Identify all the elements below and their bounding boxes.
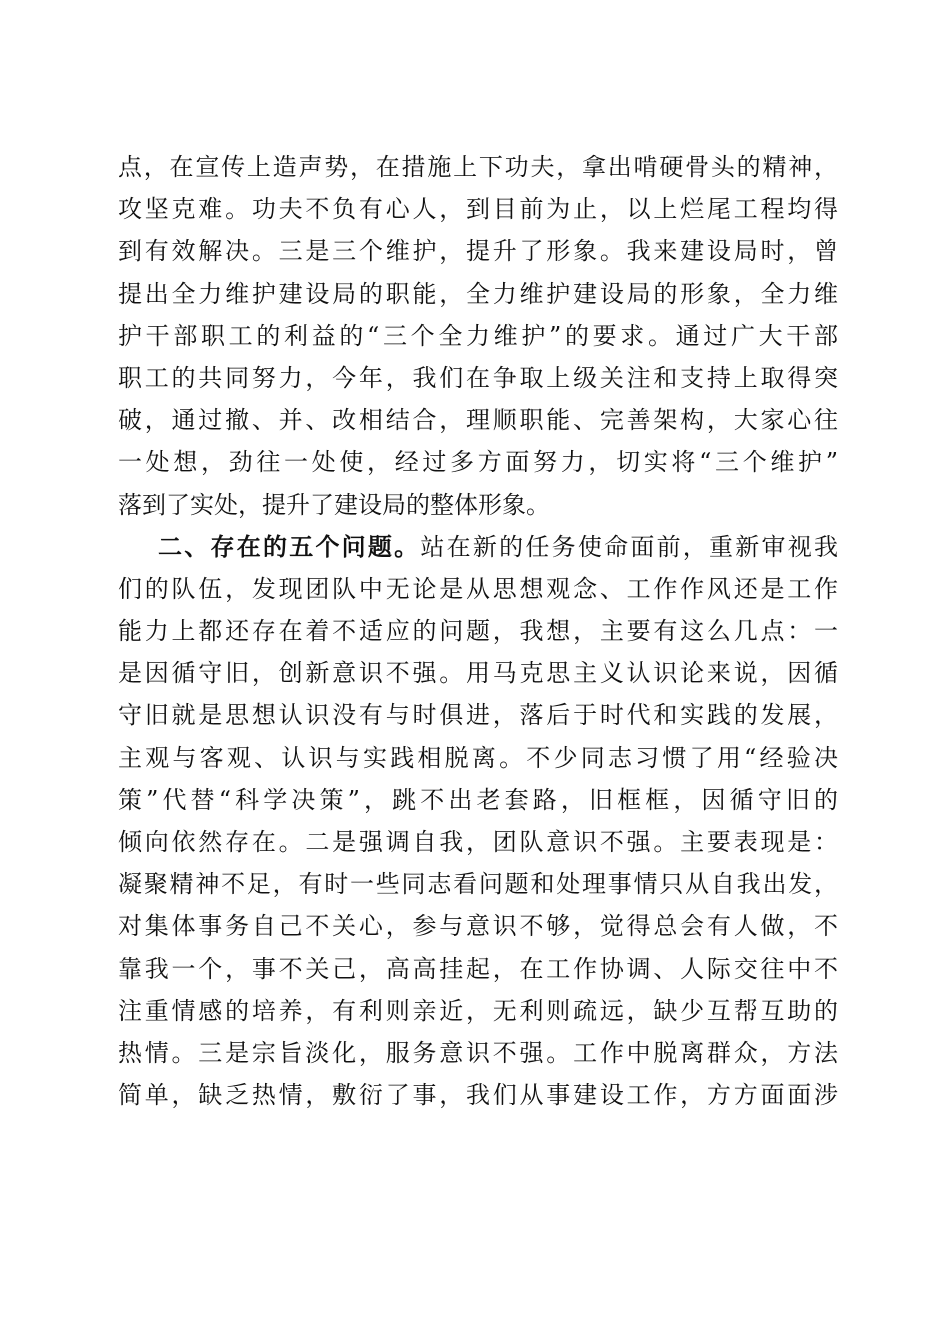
text-line: 守旧就是思想认识没有与时俱进，落后于时代和实践的发展， [118,701,838,730]
text-line: 职工的共同努力，今年，我们在争取上级关注和支持上取得突 [118,363,838,392]
paragraph-heading-line [118,526,838,568]
text-line: 靠我一个，事不关己，高高挂起，在工作协调、人际交往中不 [118,954,838,983]
text-line: 主观与客观、认识与实践相脱离。不少同志习惯了用“经验决 [118,743,838,772]
body-text [118,146,838,1116]
text-line: 凝聚精神不足，有时一些同志看问题和处理事情只从自我出发， [118,870,838,899]
text-line: 点，在宣传上造声势，在措施上下功夫，拿出啃硬骨头的精神， [118,153,838,181]
text-line: 攻坚克难。功夫不负有心人，到目前为止，以上烂尾工程均得 [118,195,838,224]
section-heading: 二、存在的五个问题。 [158,531,421,561]
paragraph-2 [118,526,838,1117]
text-line: 到有效解决。三是三个维护，提升了形象。我来建设局时，曾 [118,237,838,266]
text-line: 策”代替“科学决策”，跳不出老套路，旧框框，因循守旧的 [118,785,838,814]
text-line: 热情。三是宗旨淡化，服务意识不强。工作中脱离群众，方法 [118,1038,838,1067]
text-line: 破，通过撤、并、改相结合，理顺职能、完善架构，大家心往 [118,406,838,435]
text-line: 是因循守旧，创新意识不强。用马克思主义认识论来说，因循 [118,659,838,688]
text-line: 对集体事务自己不关心，参与意识不够，觉得总会有人做，不 [118,912,838,941]
paragraph-1 [118,146,838,526]
text-line: 简单，缺乏热情，敷衍了事，我们从事建设工作，方方面面涉 [118,1081,838,1110]
text-line: 注重情感的培养，有利则亲近，无利则疏远，缺少互帮互助的 [118,996,838,1025]
heading-line-text: 站在新的任务使命面前，重新审视我 [420,532,839,561]
text-line: 能力上都还存在着不适应的问题，我想，主要有这么几点：一 [118,617,838,646]
text-line: 们的队伍，发现团队中无论是从思想观念、工作作风还是工作 [118,574,838,603]
text-line: 倾向依然存在。二是强调自我，团队意识不强。主要表现是： [118,828,838,856]
text-line: 护干部职工的利益的“三个全力维护”的要求。通过广大干部 [118,321,838,350]
text-line: 一处想，劲往一处使，经过多方面努力，切实将“三个维护” [118,448,838,477]
text-line: 落到了实处，提升了建设局的整体形象。 [118,490,550,519]
text-line: 提出全力维护建设局的职能，全力维护建设局的形象，全力维 [118,279,838,308]
